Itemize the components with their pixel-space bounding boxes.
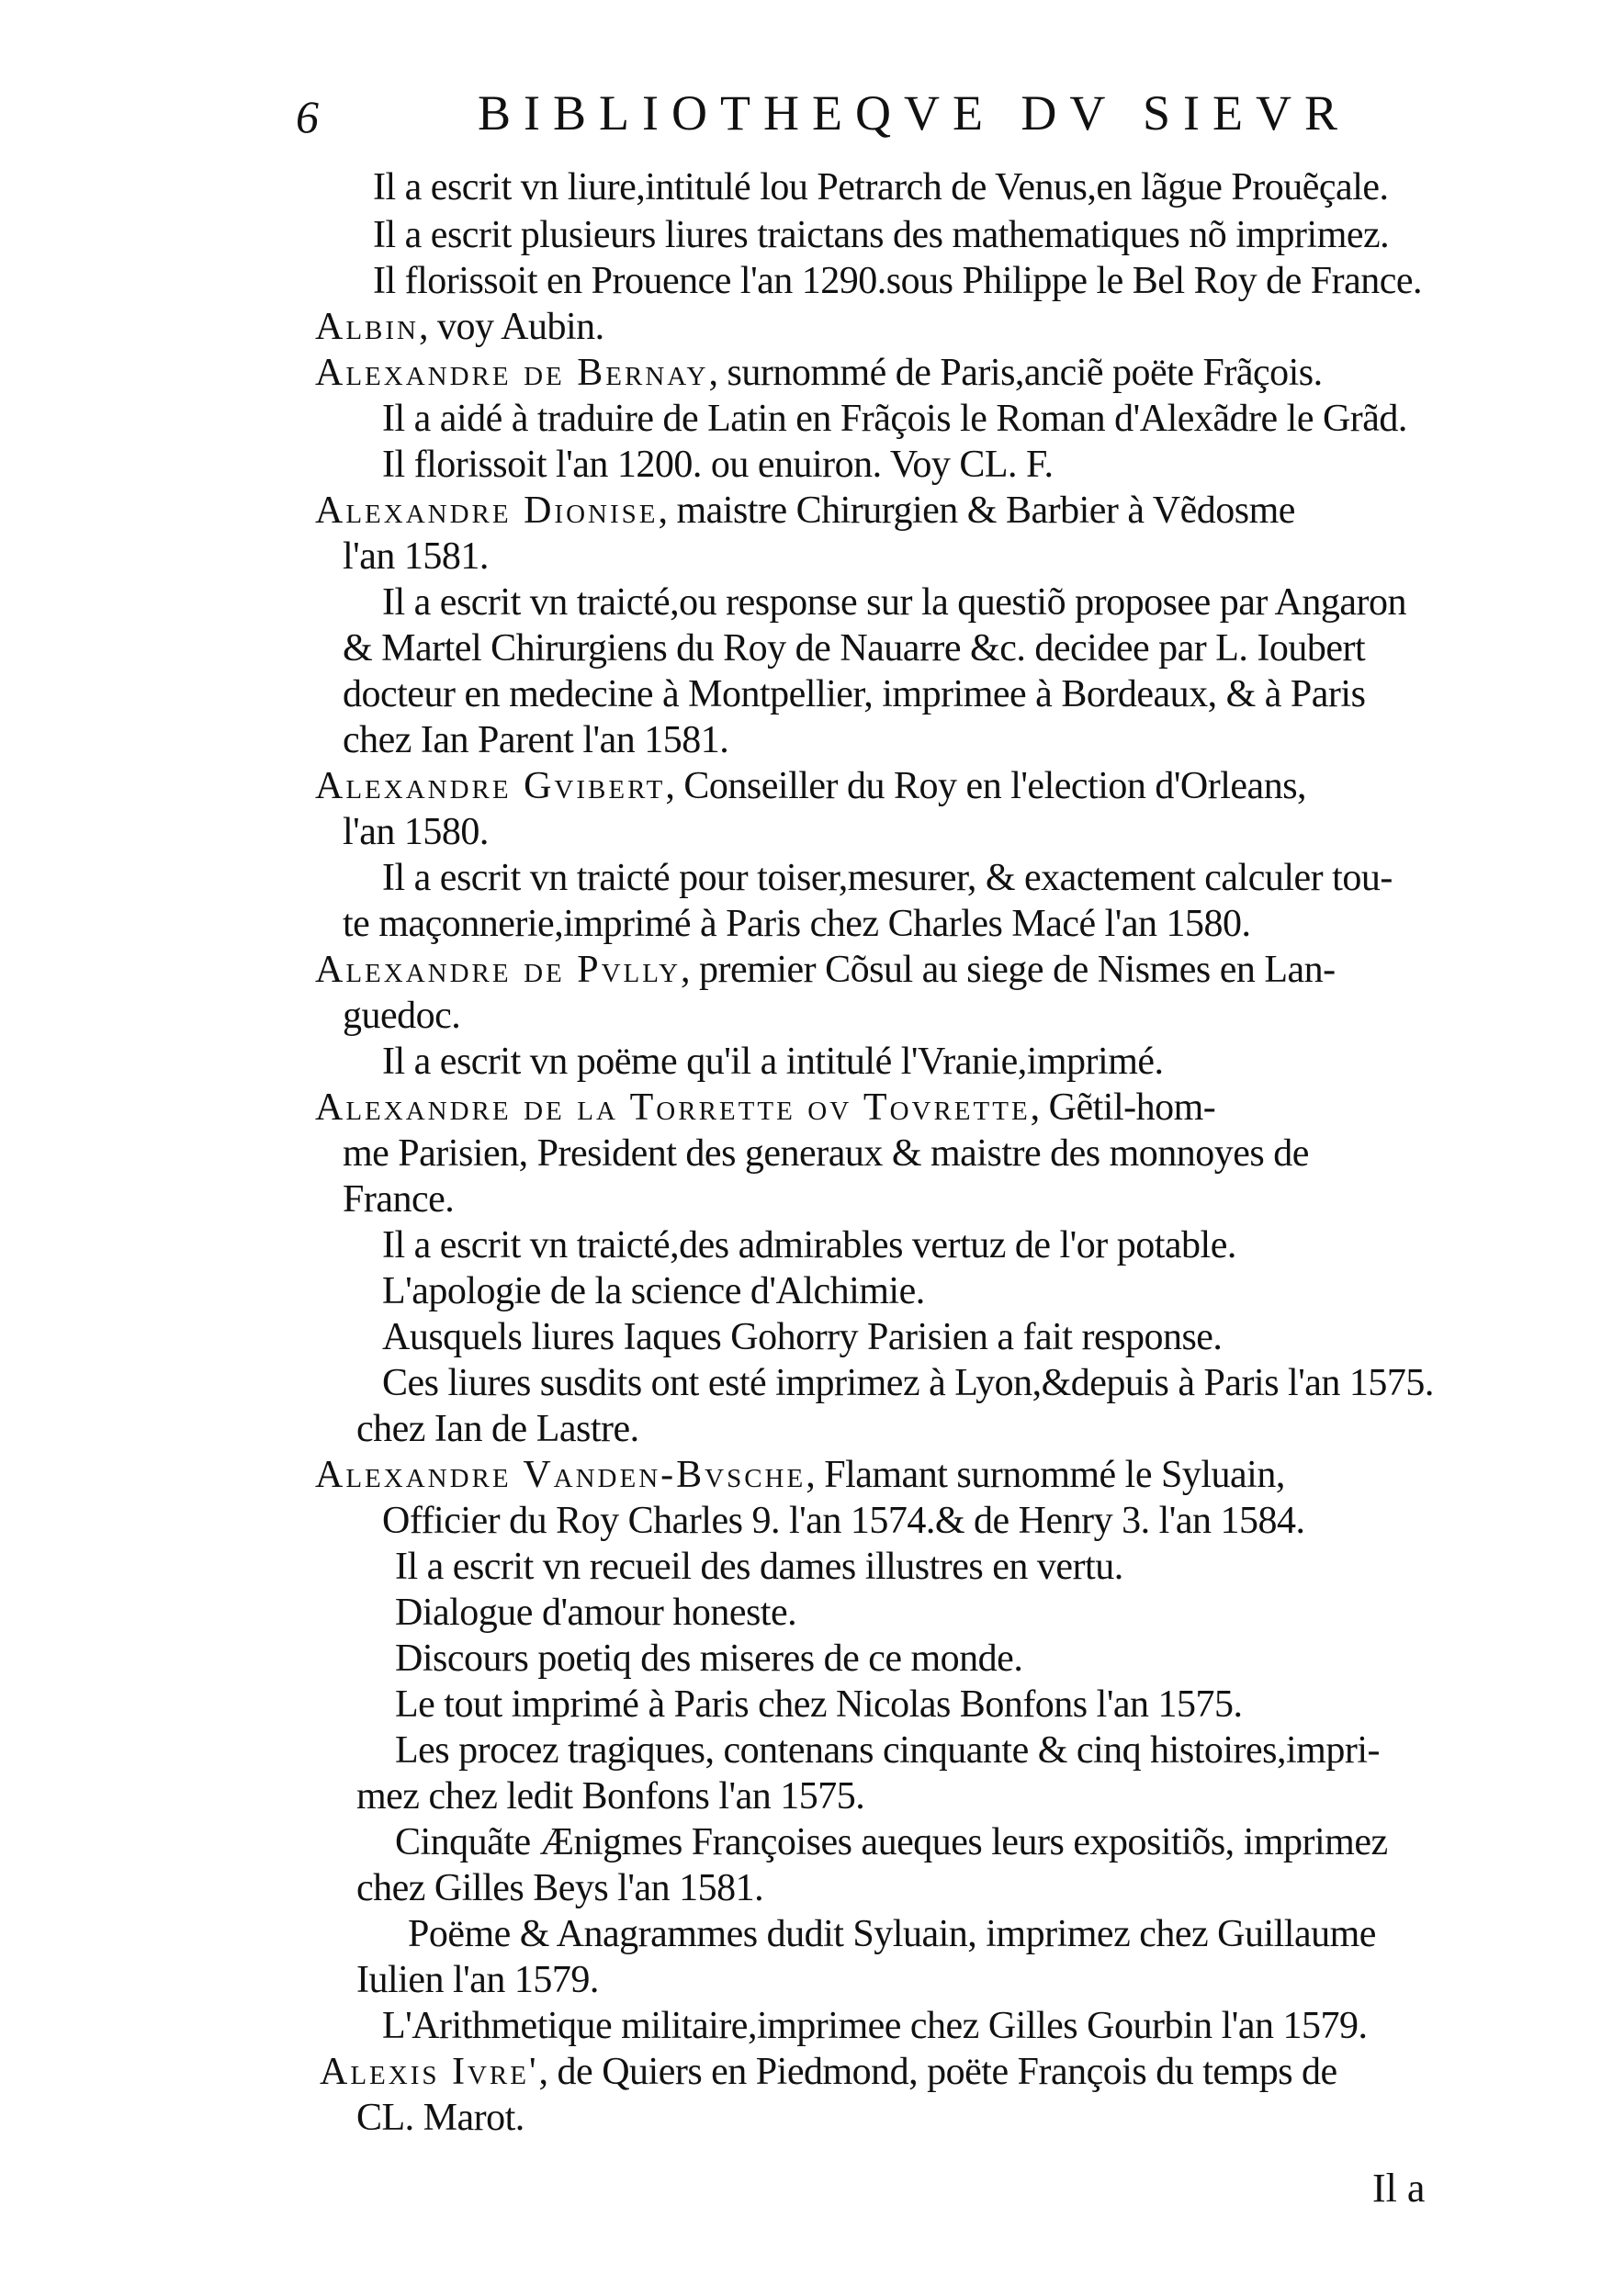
text-line: Cinquãte Ænigmes Françoises aueques leurs expositiõs, imprimez [395, 1821, 1388, 1863]
text-line: mez chez ledit Bonfons l'an 1575. [356, 1775, 865, 1818]
text-line: guedoc. [343, 995, 461, 1037]
text-line: Discours poetiq des miseres de ce monde. [395, 1638, 1023, 1680]
text-line: Il a escrit vn traicté,des admirables vertuz de l'or potable. [382, 1224, 1236, 1266]
entry-description: , Gẽtil-hom- [1030, 1086, 1216, 1129]
entry-name: Alexis Ivre' [320, 2051, 539, 2093]
entry-description: , voy Aubin. [419, 306, 604, 348]
text-line: Les procez tragiques, contenans cinquante & cinq histoires,impri- [395, 1729, 1380, 1772]
entry-description: , Flamant surnommé le Syluain, [806, 1454, 1285, 1496]
entry-name: Alexandre de la Torrette ov Tovrette [315, 1086, 1031, 1129]
entry-heading [320, 2050, 1337, 2094]
text-line: Poëme & Anagrammes dudit Syluain, imprimez chez Guillaume [408, 1913, 1376, 1955]
entry-name: Alexandre de Bernay [315, 352, 709, 394]
text-line: Il a escrit vn recueil des dames illustres en vertu. [395, 1546, 1123, 1588]
text-line: te maçonnerie,imprimé à Paris chez Charles Macé l'an 1580. [343, 903, 1251, 945]
text-line: Ausquels liures Iaques Gohorry Parisien a fait response. [382, 1316, 1223, 1358]
text-line: Le tout imprimé à Paris chez Nicolas Bonfons l'an 1575. [395, 1683, 1243, 1726]
catchword: Il a [1372, 2166, 1426, 2211]
text-line: Il florissoit en Prouence l'an 1290.sous Philippe le Bel Roy de France. [373, 260, 1423, 302]
text-line: Il a escrit vn traicté,ou response sur la questiõ proposee par Angaron [382, 581, 1406, 624]
text-line: chez Gilles Beys l'an 1581. [356, 1867, 764, 1909]
entry-description: , premier Cõsul au siege de Nismes en Lan- [681, 949, 1336, 991]
text-line: Il a escrit vn poëme qu'il a intitulé l'Vranie,imprimé. [382, 1041, 1164, 1083]
text-line: & Martel Chirurgiens du Roy de Nauarre &c. decidee par L. Ioubert [343, 627, 1366, 670]
entry-description: , surnommé de Paris,anciẽ poëte Frãçois. [708, 352, 1323, 394]
text-line: chez Ian Parent l'an 1581. [343, 719, 729, 761]
text-line: Dialogue d'amour honeste. [395, 1592, 797, 1634]
entry-description: , Conseiller du Roy en l'election d'Orleans, [665, 765, 1307, 807]
text-line: docteur en medecine à Montpellier, imprimee à Bordeaux, & à Paris [343, 673, 1366, 715]
text-line: Il florissoit l'an 1200. ou enuiron. Voy CL. F. [382, 444, 1054, 486]
entry-heading [315, 764, 1306, 808]
entry-description: , de Quiers en Piedmond, poëte François du temps de [538, 2051, 1337, 2093]
text-line: L'apologie de la science d'Alchimie. [382, 1270, 925, 1312]
running-head: BIBLIOTHEQVE DV SIEVR [478, 85, 1350, 141]
entry-heading [315, 489, 1295, 533]
text-line: Il a escrit vn traicté pour toiser,mesurer, & exactement calculer tou- [382, 857, 1393, 899]
page-number: 6 [296, 91, 319, 142]
entry-name: Alexandre Gvibert [315, 765, 666, 807]
text-line: Officier du Roy Charles 9. l'an 1574.& de Henry 3. l'an 1584. [382, 1500, 1305, 1542]
entry-heading [315, 948, 1336, 992]
entry-description: , maistre Chirurgien & Barbier à Vẽdosme [658, 490, 1295, 532]
text-line: Il a escrit vn liure,intitulé lou Petrarch de Venus,en lãgue Prouẽçale. [373, 166, 1389, 208]
text-line: Il a aidé à traduire de Latin en Frãçois le Roman d'Alexãdre le Grãd. [382, 398, 1407, 440]
text-line: l'an 1581. [343, 535, 489, 578]
text-line: Il a escrit plusieurs liures traictans des mathematiques nõ imprimez. [373, 214, 1390, 256]
text-line: me Parisien, President des generaux & maistre des monnoyes de [343, 1132, 1309, 1175]
entry-heading [315, 351, 1323, 395]
text-line: Iulien l'an 1579. [356, 1959, 599, 2001]
text-line: Ces liures susdits ont esté imprimez à Lyon,&depuis à Paris l'an 1575. [382, 1362, 1434, 1404]
entry-heading [315, 1453, 1285, 1497]
text-line: L'Arithmetique militaire,imprimee chez Gilles Gourbin l'an 1579. [382, 2005, 1368, 2047]
entry-name: Alexandre Vanden-Bvsche [315, 1454, 806, 1496]
entry-heading [315, 305, 604, 349]
entry-heading [315, 1086, 1215, 1130]
entry-name: Albin [315, 306, 419, 348]
text-line: France. [343, 1178, 455, 1221]
entry-name: Alexandre Dionise [315, 490, 659, 532]
text-line: CL. Marot. [356, 2097, 524, 2139]
entry-name: Alexandre de Pvlly [315, 949, 682, 991]
text-line: chez Ian de Lastre. [356, 1408, 639, 1450]
text-line: l'an 1580. [343, 811, 489, 853]
